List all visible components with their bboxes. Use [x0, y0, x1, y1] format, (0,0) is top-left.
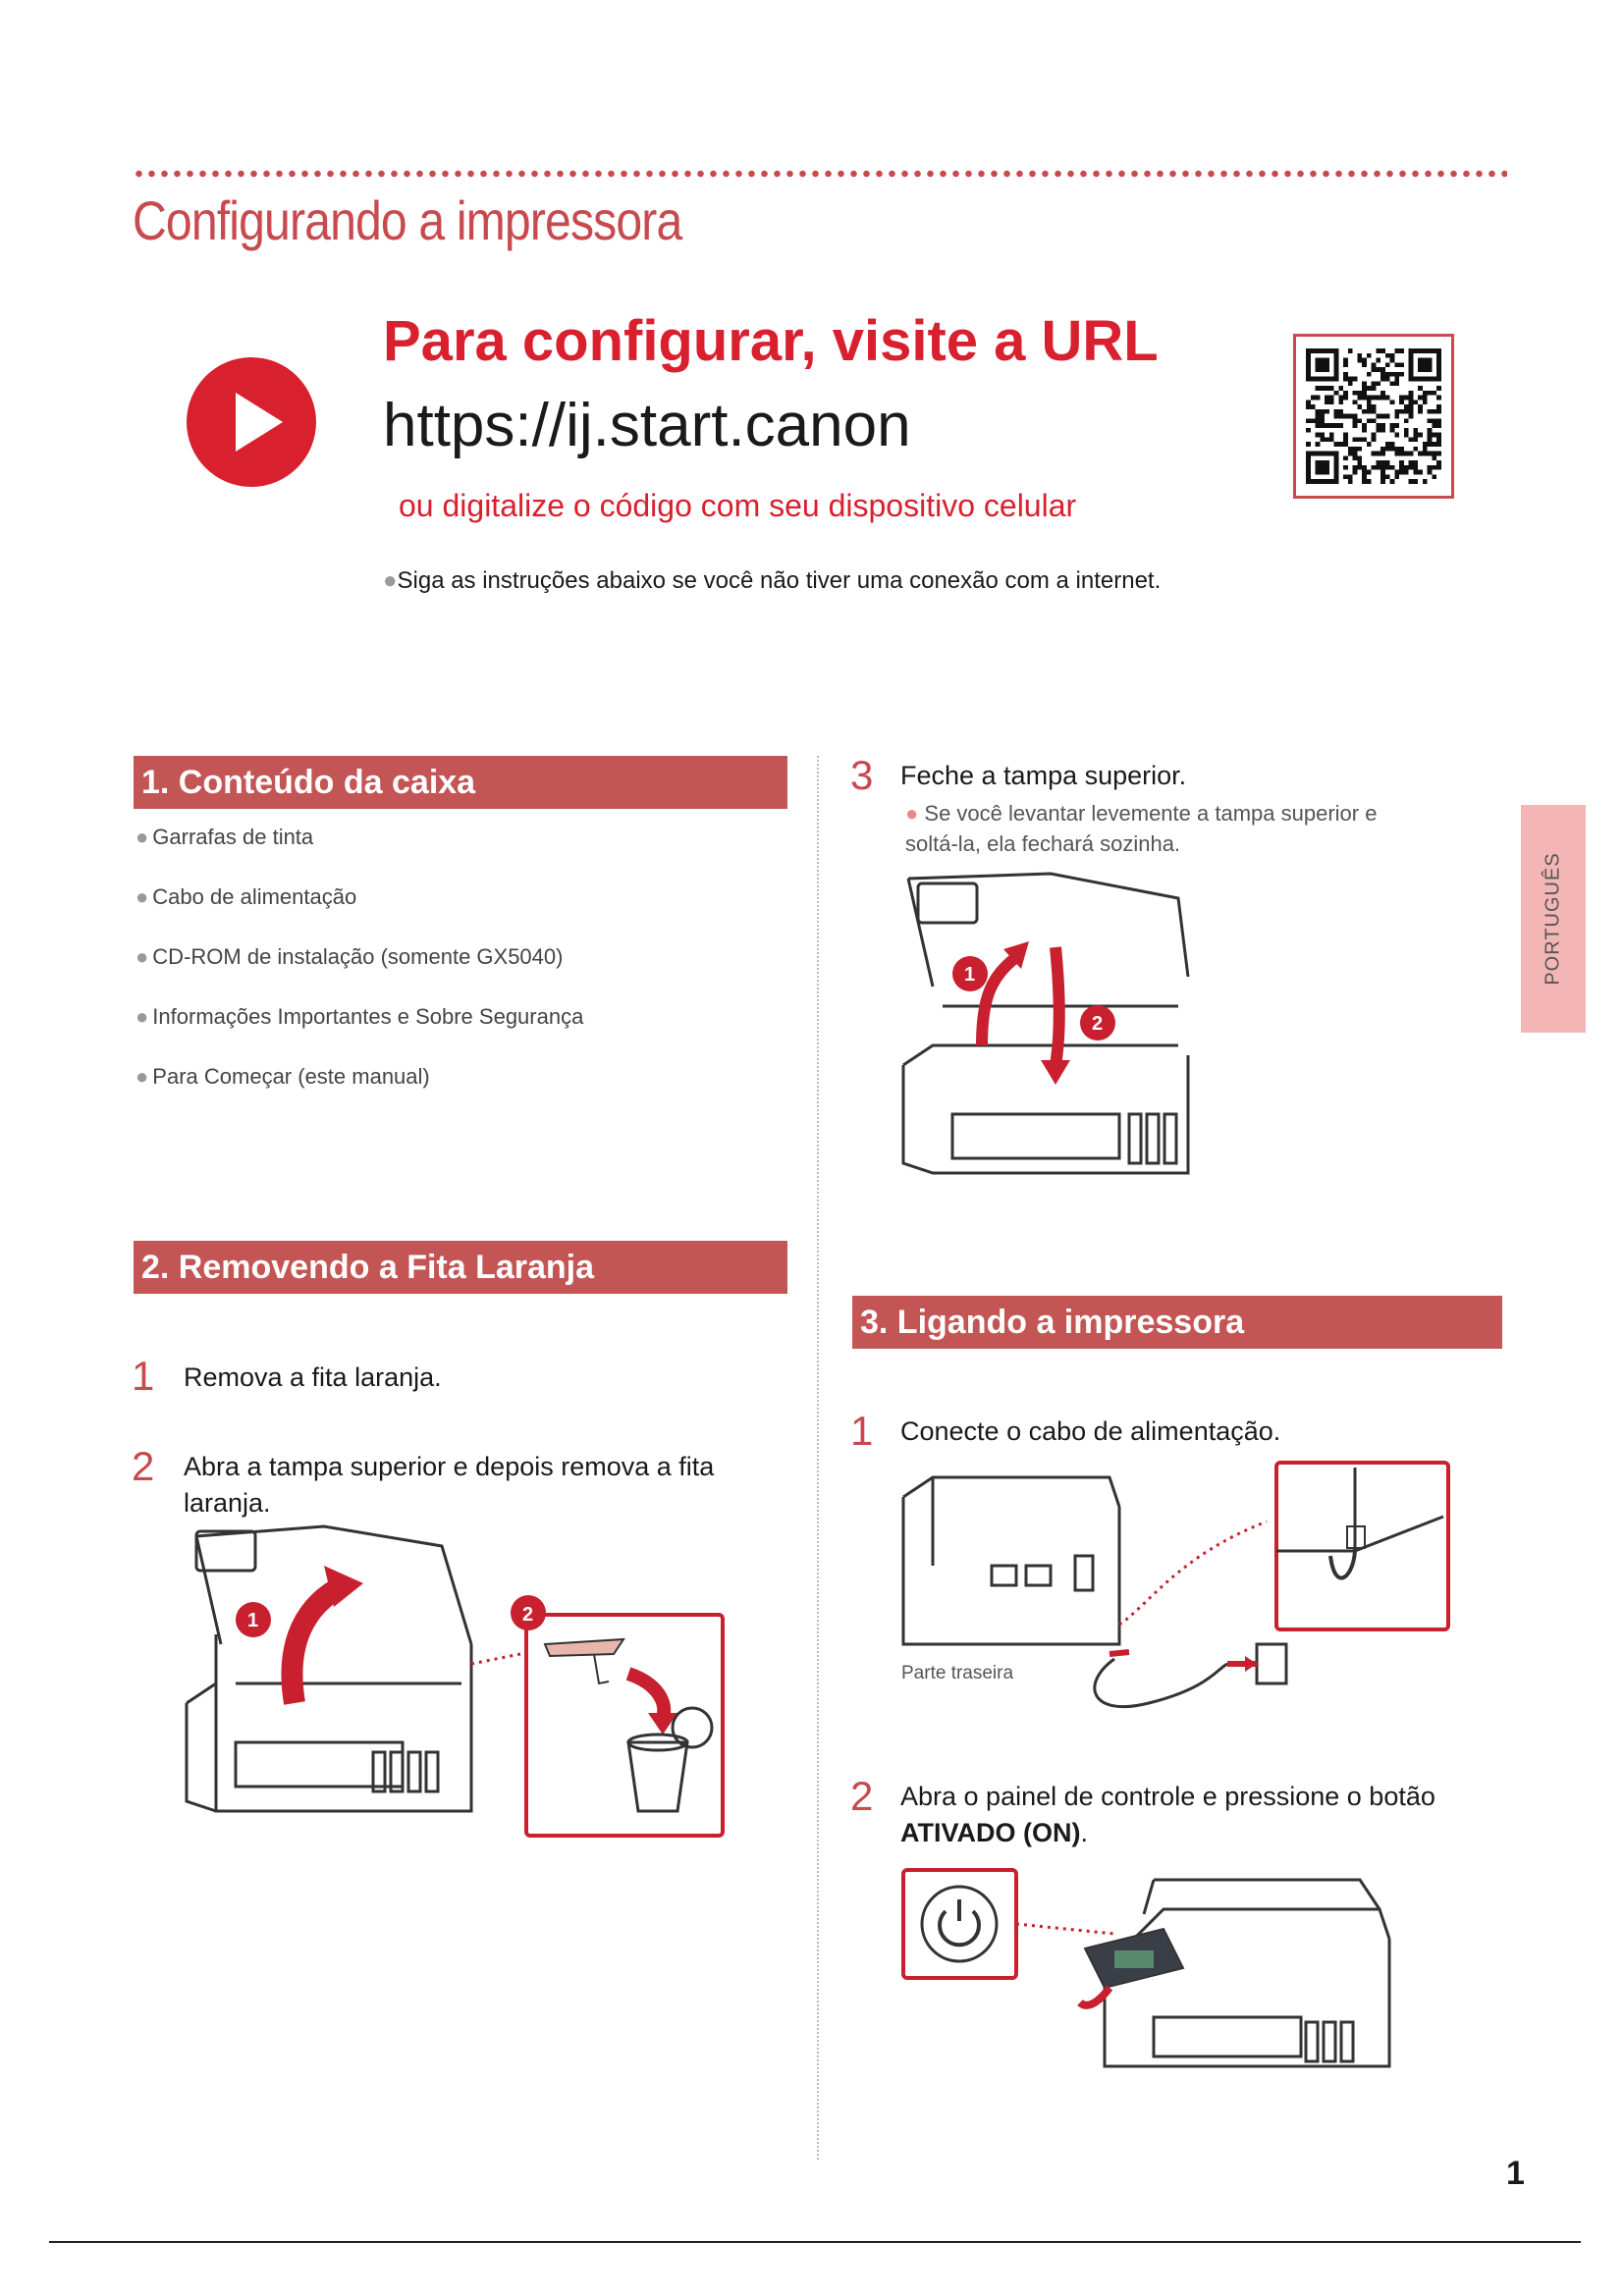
on-button-label: ATIVADO (ON)	[900, 1818, 1081, 1847]
scan-instruction: ou digitalize o código com seu dispositivo celular	[399, 488, 1077, 523]
step-text: Remova a fita laranja.	[184, 1362, 442, 1392]
svg-text:2: 2	[522, 1604, 534, 1626]
step-text: Conecte o cabo de alimentação.	[900, 1416, 1281, 1446]
page-title: Configurando a impressora	[133, 189, 682, 251]
printer-open-illustration	[177, 1517, 736, 1841]
step-text-part: Abra o painel de controle e pressione o botão	[900, 1782, 1435, 1811]
section-power-on: 3. Ligando a impressora	[852, 1296, 1502, 1349]
power-on-illustration	[898, 1860, 1409, 2086]
step-text-part: .	[1080, 1818, 1088, 1847]
step-number: 1	[850, 1408, 874, 1454]
step-text: Abra a tampa superior e depois remova a fita laranja.	[184, 1452, 715, 1518]
step-number: 2	[132, 1443, 155, 1489]
step-number: 3	[850, 752, 874, 798]
dotted-rule	[133, 169, 1507, 179]
list-item: ● Garrafas de tinta	[135, 825, 314, 849]
list-item: ● CD-ROM de instalação (somente GX5040)	[135, 944, 564, 969]
list-item: ● Informações Importantes e Sobre Segurança	[135, 1004, 584, 1029]
list-item-text: CD-ROM de instalação (somente GX5040)	[152, 944, 564, 969]
svg-text:2: 2	[1092, 1013, 1104, 1035]
power-cable-illustration	[893, 1458, 1453, 1723]
list-item-text: Para Começar (este manual)	[152, 1064, 430, 1089]
step-text	[900, 1779, 1489, 1851]
setup-url[interactable]: https://ij.start.canon	[383, 392, 911, 459]
rear-caption: Parte traseira	[901, 1663, 1014, 1683]
box-contents-list	[135, 825, 583, 1124]
section-remove-tape: 2. Removendo a Fita Laranja	[134, 1241, 787, 1294]
section-box-contents: 1. Conteúdo da caixa	[134, 756, 787, 809]
list-item: ● Cabo de alimentação	[135, 884, 357, 909]
qr-code	[1293, 334, 1454, 499]
step-note-text: Se você levantar levemente a tampa superior e soltá-la, ela fechará sozinha.	[905, 801, 1378, 856]
setup-heading: Para configurar, visite a URL	[383, 309, 1159, 373]
play-icon[interactable]	[187, 357, 316, 487]
step-note: ● Se você levantar levemente a tampa superior e soltá-la, ela fechará sozinha.	[905, 801, 1378, 856]
power-icon[interactable]	[922, 1887, 997, 1961]
printer-close-lid-illustration	[893, 869, 1218, 1183]
language-tab-label: PORTUGUÊS	[1542, 852, 1564, 986]
step-number: 2	[850, 1773, 874, 1819]
list-item: ● Para Começar (este manual)	[135, 1064, 430, 1089]
list-item-text: Cabo de alimentação	[152, 884, 357, 909]
offline-note: ●Siga as instruções abaixo se você não tiver uma conexão com a internet.	[383, 567, 1162, 594]
column-divider	[817, 756, 819, 2160]
step-number: 1	[132, 1353, 155, 1399]
offline-note-text: Siga as instruções abaixo se você não tiver uma conexão com a internet.	[397, 567, 1162, 594]
list-item-text: Informações Importantes e Sobre Segurança	[152, 1004, 584, 1029]
page-number: 1	[1506, 2155, 1525, 2192]
bottom-rule	[49, 2241, 1581, 2243]
step-text: Feche a tampa superior.	[900, 761, 1187, 790]
svg-text:1: 1	[247, 1610, 259, 1631]
list-item-text: Garrafas de tinta	[152, 825, 314, 849]
svg-text:1: 1	[964, 964, 976, 986]
language-tab	[1521, 805, 1586, 1033]
